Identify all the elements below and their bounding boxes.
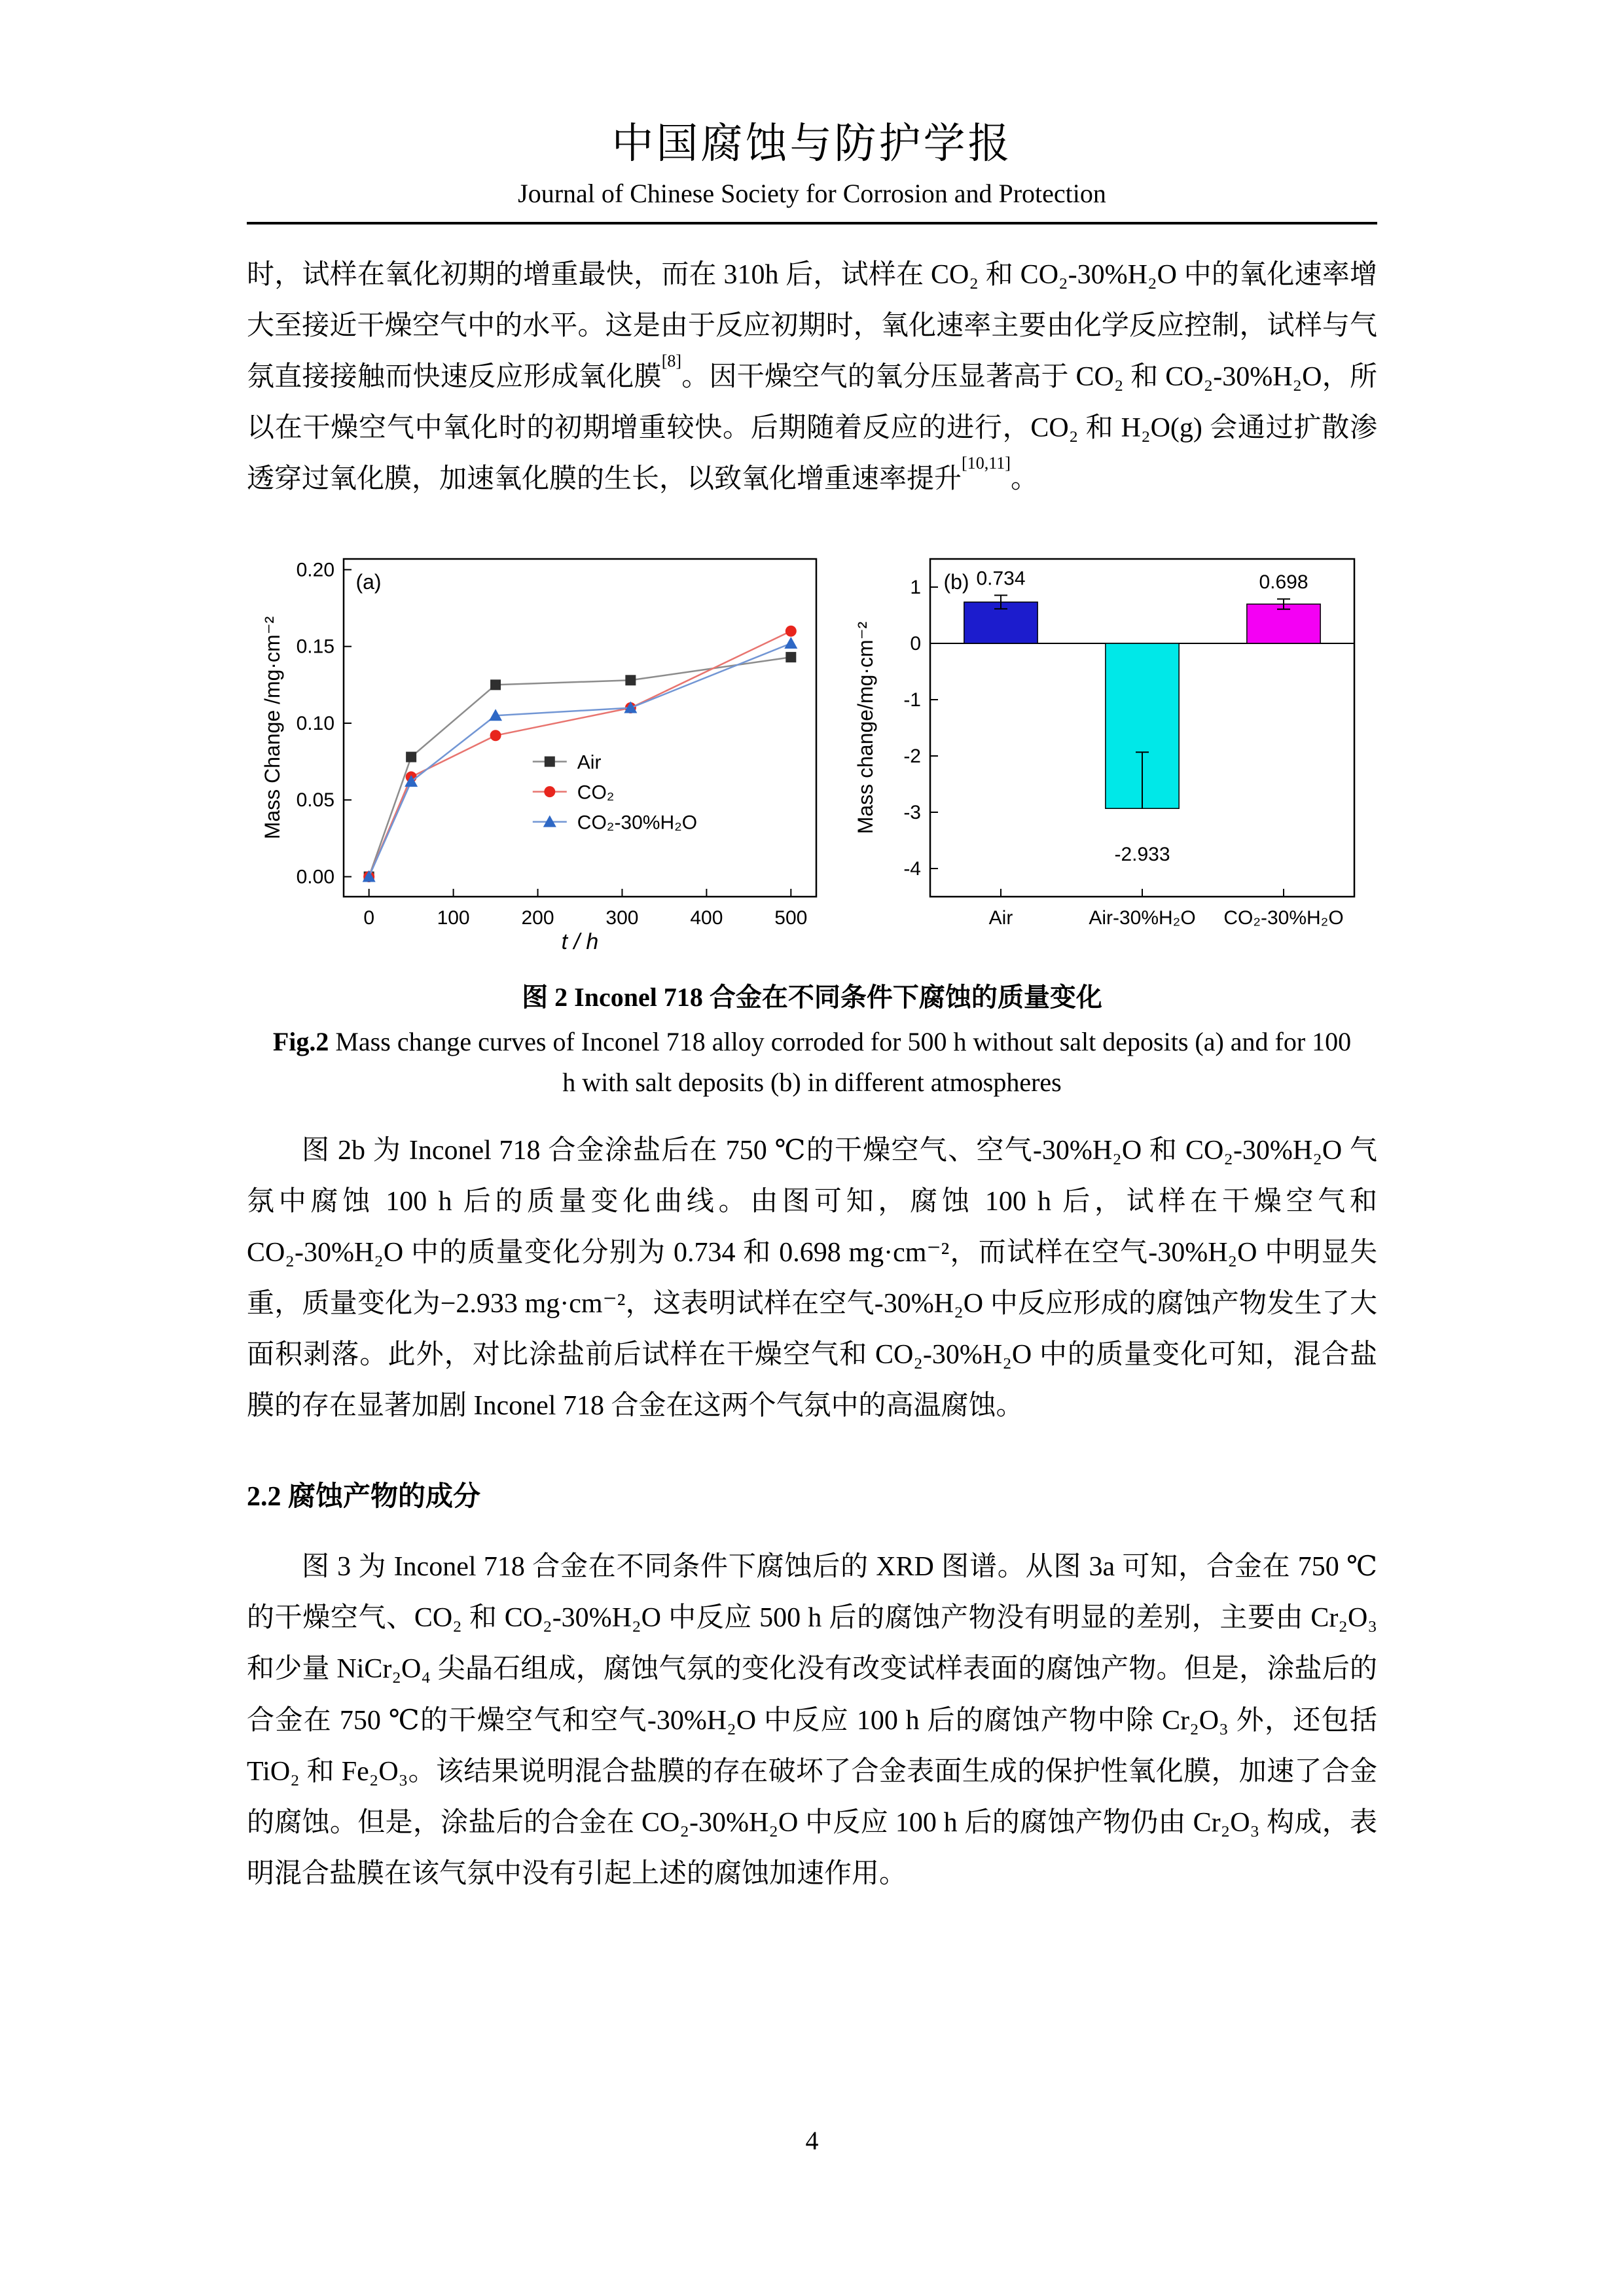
svg-text:-2: -2 — [903, 745, 921, 767]
svg-text:100: 100 — [437, 906, 470, 929]
svg-text:1: 1 — [909, 576, 921, 598]
svg-text:-2.933: -2.933 — [1113, 843, 1170, 865]
svg-text:0.10: 0.10 — [296, 712, 334, 734]
paper-body — [247, 249, 1377, 1899]
svg-text:Mass change/mg·cm⁻²: Mass change/mg·cm⁻² — [853, 621, 877, 834]
svg-text:0: 0 — [909, 632, 921, 655]
svg-text:500: 500 — [774, 906, 807, 929]
paragraph-1-text-a: 时，试样在氧化初期的增重最快，而在 310h 后，试样在 CO₂ 和 CO₂-30%H₂O 中的氧化速率增大至接近干燥空气中的水平。这是由于反应初期时，氧化速率主要由化学反应控制，试样与气氛直接接触而快速反应形成氧化膜 — [247, 260, 1377, 393]
svg-text:0.15: 0.15 — [296, 636, 334, 658]
svg-text:CO₂-30%H₂O: CO₂-30%H₂O — [1223, 906, 1344, 929]
svg-text:(a): (a) — [355, 569, 382, 594]
header-rule — [247, 222, 1377, 224]
figure-caption-en — [247, 1022, 1377, 1103]
figure-caption-en-text: Mass change curves of Inconel 718 alloy corroded for 500 h without salt deposits (a) and for 100 h with salt deposits (b) in different atmospheres — [335, 1026, 1352, 1097]
citation-ref-8: [8] — [661, 351, 682, 370]
svg-text:Air-30%H₂O: Air-30%H₂O — [1088, 906, 1196, 929]
svg-text:400: 400 — [689, 906, 723, 929]
section-heading-2-2: 2.2 腐蚀产物的成分 — [247, 1482, 481, 1513]
svg-text:-3: -3 — [903, 801, 921, 823]
svg-text:Mass Change /mg·cm⁻²: Mass Change /mg·cm⁻² — [260, 616, 284, 839]
paragraph-3: 图 3 为 Inconel 718 合金在不同条件下腐蚀后的 XRD 图谱。从图 3a 可知，合金在 750 ℃的干燥空气、CO₂ 和 CO₂-30%H₂O 中反应 500 h 后的腐蚀产物没有明显的差别，主要由 Cr₂O₃ 和少量 NiCr₂O₄ 尖晶石组成，腐蚀气氛的变化没有改变试样表面的腐蚀产物。但是，涂盐后的合金在 750 ℃的干燥空气和空气-30%H₂O 中反应 100 h 后的腐蚀产物中除 Cr₂O₃ 外，还包括 TiO₂ 和 Fe₂O₃。该结果说明混合盐膜的存在破坏了合金表面生成的保护性氧化膜，加速了合金的腐蚀。但是，涂盐后的合金在 CO₂-30%H₂O 中反应 100 h 后的腐蚀产物仍由 Cr₂O₃ 构成，表明混合盐膜在该气氛中没有引起上述的腐蚀加速作用。 — [247, 1552, 1377, 1889]
figure-caption-en-prefix: Fig.2 — [272, 1026, 329, 1056]
journal-title-zh: 中国腐蚀与防护学报 — [611, 120, 1013, 167]
svg-text:Air: Air — [577, 751, 601, 774]
journal-title-en: Journal of Chinese Society for Corrosion and Protection — [518, 179, 1106, 208]
paragraph-2: 图 2b 为 Inconel 718 合金涂盐后在 750 ℃的干燥空气、空气-30%H₂O 和 CO₂-30%H₂O 气氛中腐蚀 100 h 后的质量变化曲线。由图可知，腐蚀 100 h 后，试样在干燥空气和 CO₂-30%H₂O 中的质量变化分别为 0.734 和 0.698 mg·cm⁻²，而试样在空气-30%H₂O 中明显失重，质量变化为−2.933 mg·cm⁻²，这表明试样在空气-30%H₂O 中反应形成的腐蚀产物发生了大面积剥落。此外，对比涂盐前后试样在干燥空气和 CO₂-30%H₂O 中的质量变化可知，混合盐膜的存在显著加剧 Inconel 718 合金在这两个气氛中的高温腐蚀。 — [247, 1135, 1377, 1422]
svg-text:0.734: 0.734 — [975, 567, 1026, 590]
figure-2-charts — [247, 539, 1377, 958]
line-chart-mass-change-panel-a — [257, 539, 833, 958]
citation-ref-10-11: [10,11] — [962, 454, 1011, 473]
svg-text:0.00: 0.00 — [296, 866, 334, 888]
figure-2 — [247, 539, 1377, 1103]
page-number: 4 — [805, 2126, 819, 2155]
svg-text:-1: -1 — [903, 689, 921, 711]
svg-text:CO₂: CO₂ — [577, 781, 614, 804]
svg-text:300: 300 — [605, 906, 638, 929]
paragraph-1-text-b: 。因干燥空气的氧分压显著高于 CO₂ 和 CO₂-30%H₂O，所以在干燥空气中氧化时的初期增重较快。后期随着反应的进行，CO₂ 和 H₂O(g) 会通过扩散渗透穿过氧化膜，加速氧化膜的生长，以致氧化增重速率提升 — [247, 362, 1377, 495]
svg-text:200: 200 — [521, 906, 554, 929]
figure-caption-zh: 图 2 Inconel 718 合金在不同条件下腐蚀的质量变化 — [522, 982, 1102, 1012]
svg-text:0: 0 — [363, 906, 374, 929]
journal-header — [247, 110, 1377, 224]
svg-text:(b): (b) — [943, 569, 969, 594]
svg-text:t / h: t / h — [561, 929, 598, 954]
paragraph-1-text-c: 。 — [1010, 464, 1038, 495]
svg-text:0.05: 0.05 — [296, 789, 334, 811]
svg-text:-4: -4 — [903, 857, 921, 880]
figure-2-caption — [247, 977, 1377, 1103]
svg-text:CO₂-30%H₂O: CO₂-30%H₂O — [577, 812, 697, 834]
svg-text:Air: Air — [988, 906, 1013, 929]
paragraph-1 — [247, 249, 1377, 505]
svg-text:0.20: 0.20 — [296, 558, 334, 581]
bar-chart-mass-change-panel-b — [850, 539, 1367, 958]
svg-text:0.698: 0.698 — [1258, 571, 1308, 593]
